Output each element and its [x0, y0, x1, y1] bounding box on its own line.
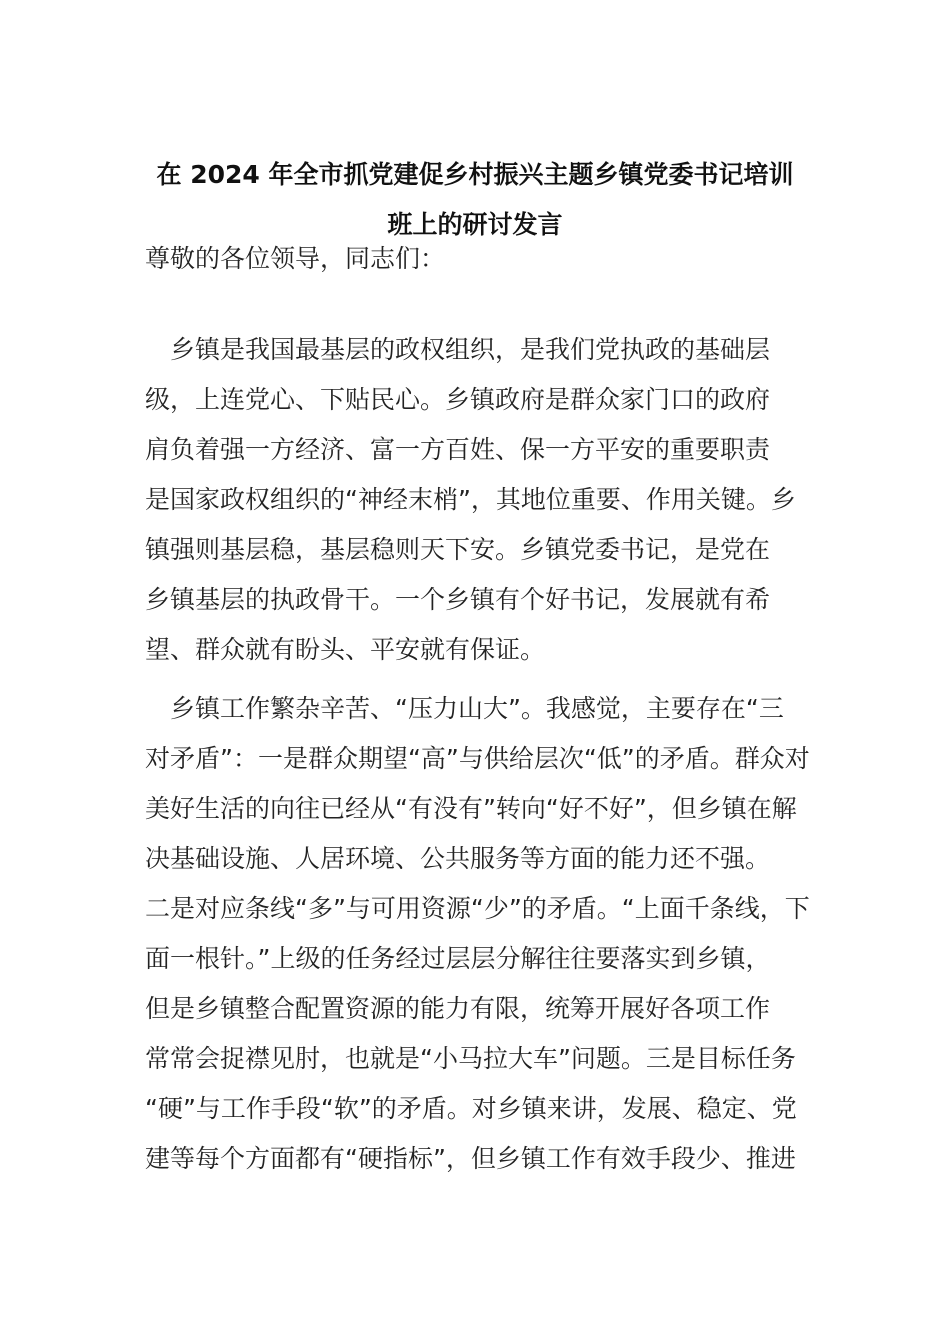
paragraph-1-line: 级，上连党心、下贴民心。乡镇政府是群众家门口的政府	[145, 385, 771, 414]
paragraph-2-line: 美好生活的向往已经从“有没有”转向“好不好”，但乡镇在解	[145, 794, 797, 823]
title-line-1: 在 2024 年全市抓党建促乡村振兴主题乡镇党委书记培训	[156, 160, 794, 189]
paragraph-2-line: 决基础设施、人居环境、公共服务等方面的能力还不强。	[145, 844, 771, 873]
paragraph-2-line: 常常会捉襟见肘，也就是“小马拉大车”问题。三是目标任务	[145, 1044, 796, 1073]
paragraph-2-line: 但是乡镇整合配置资源的能力有限，统筹开展好各项工作	[145, 994, 771, 1023]
salutation-text: 尊敬的各位领导，同志们：	[145, 244, 446, 273]
paragraph-2	[145, 684, 810, 1184]
paragraph-1	[145, 325, 807, 675]
paragraph-2-line: 乡镇工作繁杂辛苦、“压力山大”。我感觉，主要存在“三	[145, 694, 784, 723]
paragraph-2-line: “硬”与工作手段“软”的矛盾。对乡镇来讲，发展、稳定、党	[145, 1094, 797, 1123]
paragraph-1-line: 镇强则基层稳，基层稳则天下安。乡镇党委书记，是党在	[145, 535, 771, 564]
paragraph-2-line: 面一根针。”上级的任务经过层层分解往往要落实到乡镇，	[145, 944, 771, 973]
paragraph-1-line: 肩负着强一方经济、富一方百姓、保一方平安的重要职责	[145, 435, 771, 464]
paragraph-1-line: 乡镇是我国最基层的政权组织，是我们党执政的基础层	[145, 335, 771, 364]
paragraph-1-line: 望、群众就有盼头、平安就有保证。	[145, 635, 546, 664]
paragraph-2-line: 对矛盾”：一是群众期望“高”与供给层次“低”的矛盾。群众对	[145, 744, 810, 773]
paragraph-1-line: 是国家政权组织的“神经末梢”，其地位重要、作用关键。乡	[145, 485, 796, 514]
title-line-2: 班上的研讨发言	[387, 210, 563, 239]
paragraph-1-line: 乡镇基层的执政骨干。一个乡镇有个好书记，发展就有希	[145, 585, 771, 614]
paragraph-2-line: 二是对应条线“多”与可用资源“少”的矛盾。“上面千条线，下	[145, 894, 810, 923]
salutation	[145, 234, 807, 284]
paragraph-2-line: 建等每个方面都有“硬指标”，但乡镇工作有效手段少、推进	[145, 1144, 796, 1173]
